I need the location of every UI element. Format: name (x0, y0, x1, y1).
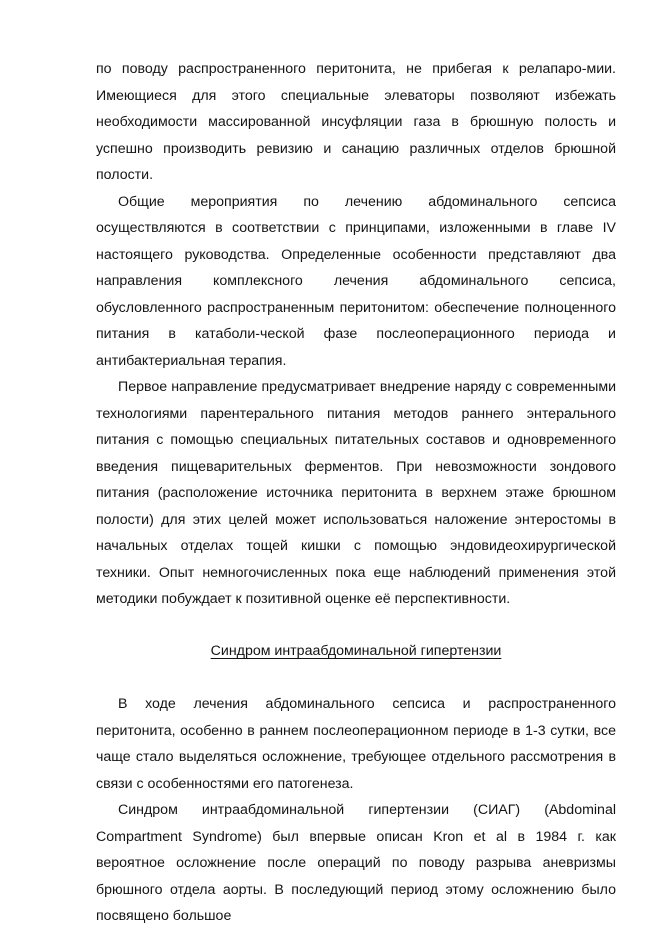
paragraph-continuation: по поводу распространенного перитонита, не прибегая к релапаро-мии. Имеющиеся для этого специальные элеваторы позволяют избежать необходимости массированной инсуфляции газа в брюшную полость и успешно производить ревизию и санацию различных отделов брюшной полости. (96, 61, 616, 183)
section-heading: Синдром интраабдоминальной гипертензии (210, 642, 502, 659)
paragraph-first-direction: Первое направление предусматривает внедрение наряду с современными технологиями парентерального питания методов раннего энтерального питания с помощью специальных питательных составов и одновременного введения пищеварительных ферментов. При невозможности зондового питания (расположение источника перитонита в верхнем этаже брюшном полости) для этих целей может использоваться наложение энтеростомы в начальных отделах тощей кишки с помощью эндовидеохирургической техники. Опыт немногочисленных пока еще наблюдений применения этой методики побуждает к позитивной оценке её перспективности. (96, 379, 616, 607)
paragraph-siag-definition: Синдром интраабдоминальной гипертензии (СИАГ) (Abdominal Compartment Syndrome) был впервые описан Kron et al в 1984 г. как вероятное осложнение после операций по поводу разрыва аневризмы брюшного отдела аорты. В последующий период этому осложнению было посвящено большое (96, 802, 616, 924)
paragraph-general-measures: Общие мероприятия по лечению абдоминального сепсиса осуществляются в соответствии с принципами, изложенными в главе IV настоящего руководства. Определенные особенности представляют два направления комплексного лечения абдоминального сепсиса, обусловленного распространенным перитонитом: обеспечение полноценного питания в катаболи-ческой фазе послеоперационного периода и антибактериальная терапия. (96, 193, 616, 369)
document-page (96, 56, 616, 930)
paragraph-complication: В ходе лечения абдоминального сепсиса и распространенного перитонита, особенно в раннем послеоперационном периоде в 1-3 сутки, все чаще стало выделяться осложнение, требующее отдельного рассмотрения в связи с особенностями его патогенеза. (96, 696, 616, 792)
